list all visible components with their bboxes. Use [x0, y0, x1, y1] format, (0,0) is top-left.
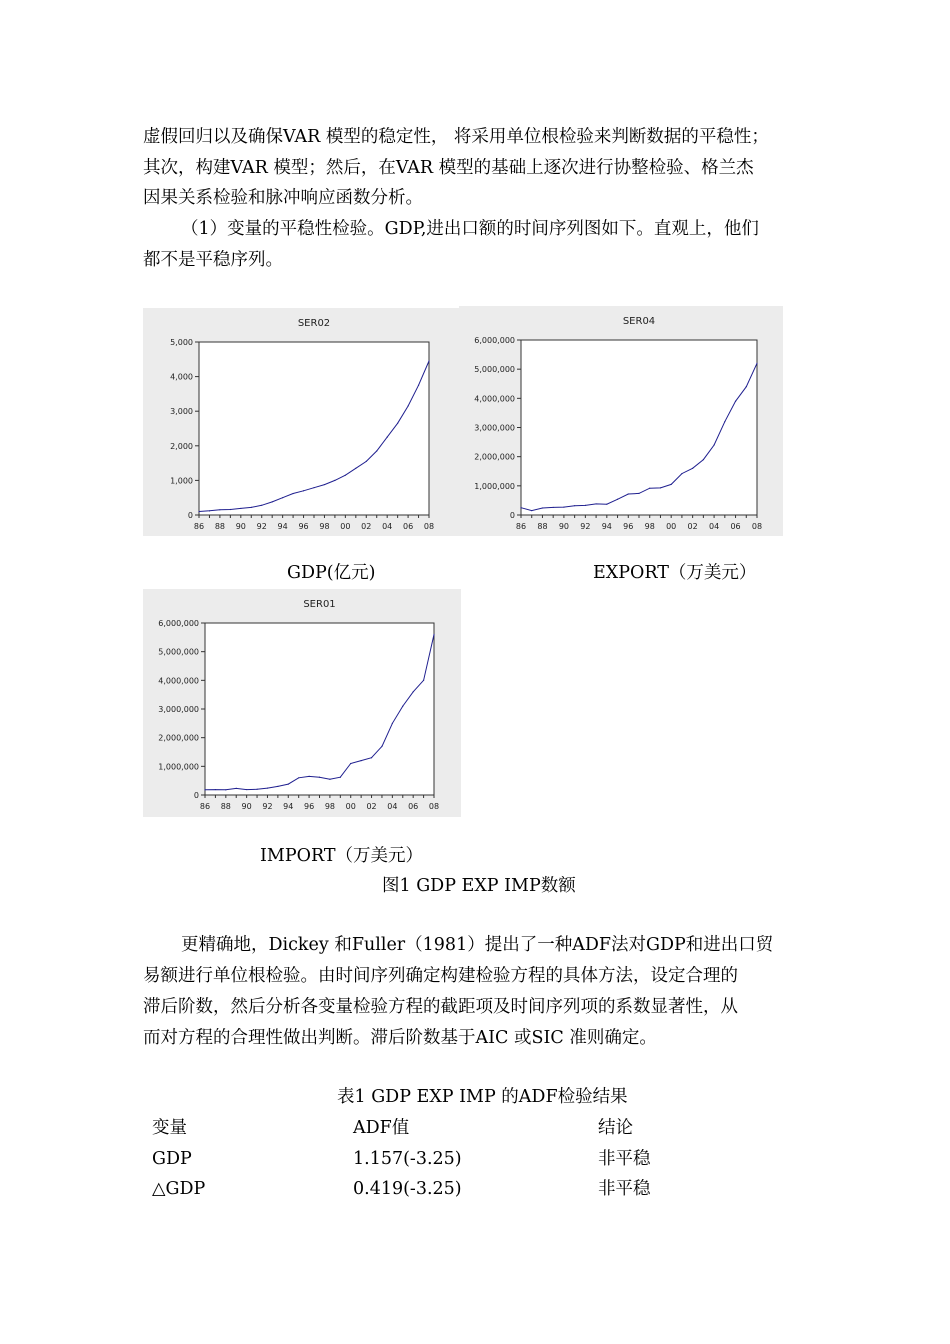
data-point — [236, 788, 237, 789]
data-point — [298, 777, 299, 778]
data-point — [703, 459, 704, 460]
data-point — [595, 503, 596, 504]
data-point — [324, 484, 325, 485]
y-tick-label: 4,000,000 — [158, 676, 199, 686]
data-point — [746, 386, 747, 387]
x-tick-label: 02 — [361, 522, 372, 531]
data-point — [282, 497, 283, 498]
data-point — [371, 757, 372, 758]
body-line-4: 而对方程的合理性做出判断。滞后阶数基于AIC 或SIC 准则确定。 — [143, 1028, 657, 1048]
data-point — [230, 509, 231, 510]
data-point — [261, 505, 262, 506]
data-point — [402, 706, 403, 707]
table-cell: 0.419(-3.25) — [353, 1179, 462, 1199]
table-cell: 非平稳 — [598, 1149, 651, 1169]
data-point — [407, 405, 408, 406]
data-point — [204, 789, 205, 790]
intro-line-4: （1）变量的平稳性检验。GDP,进出口额的时间序列图如下。直观上，他们 — [181, 219, 759, 239]
data-point — [413, 691, 414, 692]
table-title: 表1 GDP EXP IMP 的ADF检验结果 — [337, 1087, 628, 1107]
data-point — [308, 776, 309, 777]
data-point — [713, 444, 714, 445]
x-tick-label: 96 — [303, 802, 315, 811]
data-point — [638, 493, 639, 494]
data-point — [660, 487, 661, 488]
data-point — [340, 777, 341, 778]
data-point — [272, 501, 273, 502]
data-point — [553, 507, 554, 508]
y-tick-label: 1,000,000 — [158, 762, 199, 772]
data-point — [423, 680, 424, 681]
export-chart-panel — [459, 306, 783, 536]
gdp-chart-panel — [143, 308, 459, 536]
x-tick-label: 00 — [345, 802, 356, 811]
y-tick-label: 1,000 — [170, 476, 193, 486]
y-tick-label: 5,000,000 — [474, 365, 515, 375]
x-tick-label: 94 — [277, 522, 288, 531]
data-point — [345, 475, 346, 476]
data-point — [313, 487, 314, 488]
data-point — [563, 507, 564, 508]
data-point — [735, 401, 736, 402]
data-point — [724, 421, 725, 422]
table-cell: △GDP — [152, 1179, 206, 1199]
data-point — [617, 499, 618, 500]
data-point — [574, 505, 575, 506]
x-tick-label: 06 — [730, 522, 741, 531]
data-point — [433, 634, 434, 635]
x-tick-label: 08 — [751, 522, 763, 531]
data-point — [209, 510, 210, 511]
body-line-1: 更精确地，Dickey 和Fuller（1981）提出了一种ADF法对GDP和进出口贸 — [181, 935, 774, 955]
x-tick-label: 04 — [382, 522, 393, 531]
data-point — [319, 777, 320, 778]
data-point — [671, 484, 672, 485]
x-tick-label: 06 — [408, 802, 419, 811]
x-tick-label: 00 — [666, 522, 677, 531]
x-tick-label: 90 — [241, 802, 252, 811]
gdp-chart-caption: GDP(亿元) — [287, 563, 376, 583]
data-point — [277, 786, 278, 787]
y-tick-label: 5,000 — [170, 338, 193, 347]
x-tick-label: 96 — [623, 522, 634, 531]
chart-title: SER04 — [622, 316, 656, 327]
x-tick-label: 98 — [319, 522, 330, 531]
y-tick-label: 2,000 — [170, 441, 193, 451]
x-tick-label: 04 — [708, 522, 720, 531]
data-point — [387, 437, 388, 438]
intro-line-3: 因果关系检验和脉冲响应函数分析。 — [143, 188, 423, 208]
y-tick-label: 0 — [509, 511, 515, 520]
x-tick-label: 98 — [644, 522, 655, 531]
y-tick-label: 0 — [187, 511, 193, 520]
data-point — [219, 509, 220, 510]
x-tick-label: 98 — [324, 802, 336, 811]
y-tick-label: 4,000 — [170, 372, 193, 382]
data-point — [267, 788, 268, 789]
x-tick-label: 08 — [423, 522, 435, 531]
chart-title: SER02 — [297, 318, 331, 329]
y-tick-label: 2,000,000 — [158, 733, 199, 743]
data-point — [381, 746, 382, 747]
data-point — [756, 363, 757, 364]
plot-area — [205, 623, 434, 795]
x-tick-label: 04 — [387, 802, 398, 811]
figure-caption: 图1 GDP EXP IMP数额 — [382, 876, 576, 896]
table-header-variable: 变量 — [152, 1118, 187, 1138]
data-point — [397, 423, 398, 424]
data-point — [392, 723, 393, 724]
data-point — [240, 508, 241, 509]
x-tick-label: 92 — [256, 522, 267, 531]
x-tick-label: 96 — [298, 522, 309, 531]
x-tick-label: 02 — [687, 522, 698, 531]
data-point — [355, 468, 356, 469]
data-point — [542, 507, 543, 508]
data-point — [428, 360, 429, 361]
data-point — [418, 385, 419, 386]
data-point — [288, 784, 289, 785]
data-point — [692, 468, 693, 469]
x-tick-label: 86 — [515, 522, 527, 531]
y-tick-label: 5,000,000 — [158, 647, 199, 657]
data-point — [215, 789, 216, 790]
data-point — [361, 760, 362, 761]
data-point — [520, 507, 521, 508]
y-tick-label: 1,000,000 — [474, 481, 515, 491]
body-line-3: 滞后阶数，然后分析各变量检验方程的截距项及时间序列项的系数显著性，从 — [143, 997, 738, 1017]
x-tick-label: 88 — [214, 522, 226, 531]
x-tick-label: 06 — [402, 522, 414, 531]
data-point — [649, 488, 650, 489]
data-point — [531, 510, 532, 511]
chart-title: SER01 — [303, 599, 336, 610]
gdp-chart — [143, 308, 459, 536]
data-point — [198, 511, 199, 512]
x-tick-label: 94 — [601, 522, 612, 531]
export-chart-caption: EXPORT（万美元） — [593, 563, 757, 583]
y-tick-label: 6,000,000 — [158, 619, 199, 628]
import-chart-caption: IMPORT（万美元） — [260, 846, 423, 866]
x-tick-label: 00 — [340, 522, 351, 531]
export-chart — [459, 306, 783, 536]
table-cell: 1.157(-3.25) — [353, 1149, 462, 1169]
table-cell: GDP — [152, 1149, 192, 1169]
y-tick-label: 3,000 — [170, 407, 193, 417]
x-tick-label: 90 — [235, 522, 246, 531]
data-point — [256, 789, 257, 790]
data-point — [329, 779, 330, 780]
data-point — [350, 763, 351, 764]
data-point — [225, 789, 226, 790]
intro-line-1: 虚假回归以及确保VAR 模型的稳定性， 将采用单位根检验来判断数据的平稳性； — [143, 127, 769, 147]
x-tick-label: 88 — [537, 522, 548, 531]
x-tick-label: 86 — [199, 802, 211, 811]
import-chart — [143, 589, 461, 817]
table-header-adf: ADF值 — [353, 1118, 410, 1138]
data-point — [585, 505, 586, 506]
data-point — [292, 493, 293, 494]
x-tick-label: 86 — [193, 522, 205, 531]
data-point — [246, 789, 247, 790]
data-point — [334, 480, 335, 481]
x-tick-label: 02 — [366, 802, 377, 811]
y-tick-label: 3,000,000 — [158, 705, 199, 714]
import-chart-panel — [143, 589, 461, 817]
x-tick-label: 90 — [558, 522, 570, 531]
plot-area — [199, 342, 429, 515]
y-tick-label: 6,000,000 — [474, 336, 515, 345]
x-tick-label: 92 — [580, 522, 591, 531]
table-header-conclusion: 结论 — [598, 1118, 633, 1138]
intro-line-5: 都不是平稳序列。 — [143, 250, 283, 270]
x-tick-label: 94 — [283, 802, 294, 811]
intro-line-2: 其次，构建VAR 模型；然后，在VAR 模型的基础上逐次进行协整检验、格兰杰 — [143, 158, 754, 178]
data-point — [303, 490, 304, 491]
data-point — [366, 461, 367, 462]
x-tick-label: 92 — [262, 802, 273, 811]
y-tick-label: 4,000,000 — [474, 394, 515, 404]
y-tick-label: 3,000,000 — [474, 423, 515, 433]
data-point — [376, 450, 377, 451]
data-point — [628, 493, 629, 494]
x-tick-label: 88 — [220, 802, 231, 811]
body-line-2: 易额进行单位根检验。由时间序列确定构建检验方程的具体方法，设定合理的 — [143, 966, 738, 986]
data-point — [251, 507, 252, 508]
x-tick-label: 08 — [428, 802, 440, 811]
table-cell: 非平稳 — [598, 1179, 651, 1199]
y-tick-label: 2,000,000 — [474, 452, 515, 462]
y-tick-label: 0 — [193, 791, 199, 800]
data-point — [606, 504, 607, 505]
data-point — [681, 473, 682, 474]
